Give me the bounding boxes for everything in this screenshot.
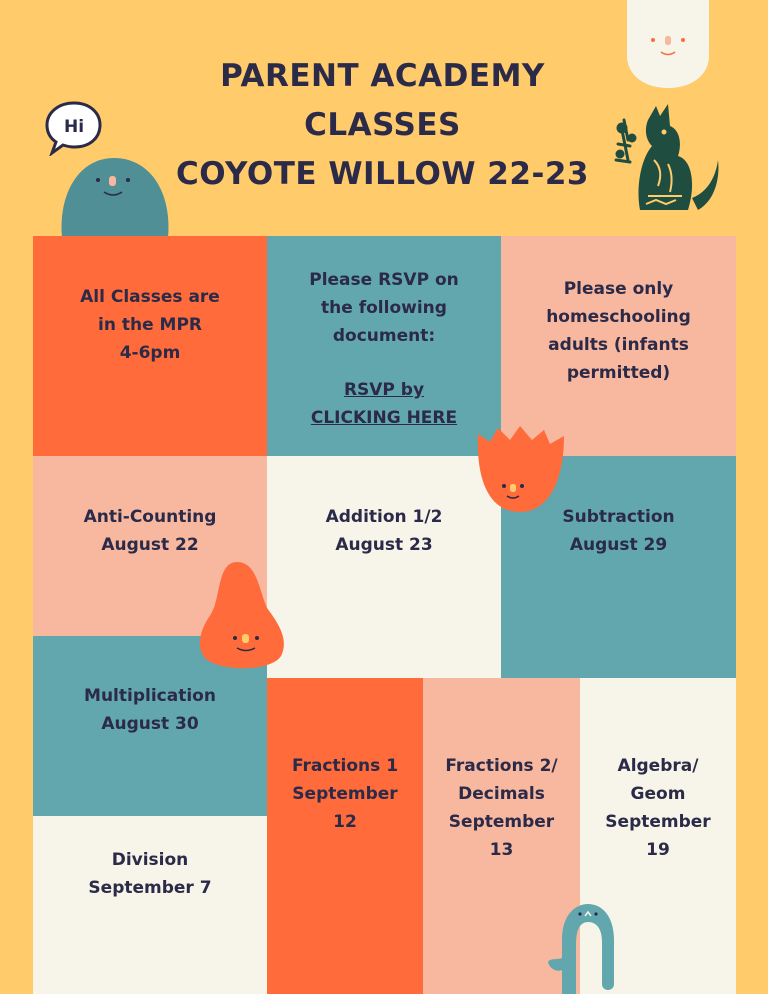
cream-character-icon — [627, 0, 709, 90]
class-cell-fractions-1 — [267, 678, 423, 994]
page-title — [120, 52, 645, 199]
title-line-1: PARENT ACADEMY — [220, 58, 545, 94]
class-date: August 30 — [101, 714, 199, 734]
class-date-line-1: September — [292, 784, 398, 804]
title-line-2: CLASSES — [304, 107, 461, 143]
rsvp-link-line-1[interactable]: RSVP by — [343, 380, 425, 400]
location-line-3: 4-6pm — [119, 343, 181, 363]
class-name: Fractions 2/ — [445, 756, 558, 776]
class-date-line-1: September — [448, 812, 555, 832]
rsvp-line-3: document: — [332, 326, 436, 346]
rsvp-link-line-2[interactable]: CLICKING HERE — [310, 408, 458, 428]
class-cell-division — [33, 816, 267, 994]
title-line-3: COYOTE WILLOW 22-23 — [176, 156, 589, 192]
class-date: August 23 — [335, 535, 433, 555]
class-name: Addition 1/2 — [325, 507, 443, 527]
orange-pear-character-icon — [197, 560, 289, 672]
class-name: Multiplication — [84, 686, 216, 706]
class-name: Division — [111, 850, 189, 870]
class-name: Subtraction — [562, 507, 675, 527]
class-name-line-2: Geom — [630, 784, 686, 804]
teal-blob-character-icon — [58, 152, 172, 238]
teal-worm-character-icon — [540, 900, 630, 994]
rsvp-line-1: Please RSVP on — [309, 270, 459, 290]
rsvp-line-2: the following — [321, 298, 447, 318]
rsvp-info-cell — [267, 236, 501, 456]
class-date: August 29 — [569, 535, 668, 555]
location-line-2: in the MPR — [98, 315, 202, 335]
restriction-line-3: adults (infants — [548, 335, 689, 355]
speech-bubble-text: Hi — [63, 117, 85, 137]
location-line-1: All Classes are — [80, 287, 220, 307]
restriction-info-cell — [501, 236, 736, 456]
speech-bubble-icon — [44, 100, 104, 156]
location-info-cell — [33, 236, 267, 456]
class-date-line-2: 13 — [489, 840, 514, 860]
restriction-line-2: homeschooling — [546, 307, 691, 327]
coyote-icon — [612, 100, 722, 220]
class-name: Algebra/ — [617, 756, 699, 776]
class-date-line-1: September — [605, 812, 711, 832]
class-name: Fractions 1 — [291, 756, 399, 776]
class-date: September 7 — [88, 878, 212, 898]
restriction-line-1: Please only — [563, 279, 674, 299]
class-name-line-2: Decimals — [458, 784, 545, 804]
orange-tulip-character-icon — [474, 424, 566, 516]
class-date: August 22 — [101, 535, 199, 555]
class-date-line-2: 12 — [333, 812, 357, 832]
class-cell-addition — [267, 456, 501, 678]
class-date-line-2: 19 — [646, 840, 670, 860]
restriction-line-4: permitted) — [566, 363, 671, 383]
class-name: Anti-Counting — [83, 507, 217, 527]
